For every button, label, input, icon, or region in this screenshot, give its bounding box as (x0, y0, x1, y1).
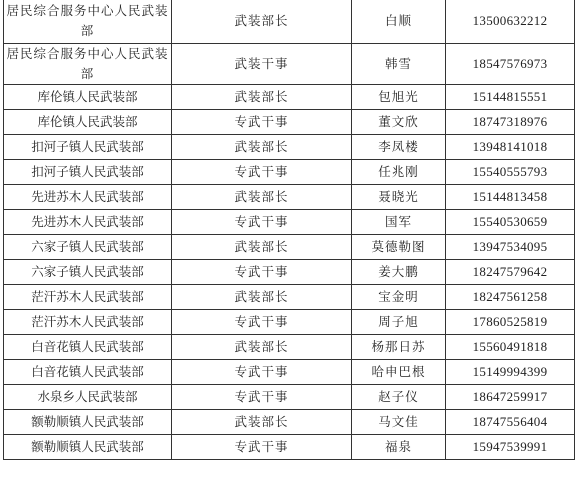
unit-cell: 居民综合服务中心人民武装部 (4, 44, 172, 85)
name-cell: 国军 (352, 210, 446, 235)
position-cell: 武装部长 (172, 335, 352, 360)
phone-cell: 18247561258 (446, 285, 575, 310)
unit-cell: 六家子镇人民武装部 (4, 235, 172, 260)
name-cell: 福泉 (352, 435, 446, 460)
phone-cell: 15947539991 (446, 435, 575, 460)
unit-cell: 额勒顺镇人民武装部 (4, 435, 172, 460)
position-cell: 武装部长 (172, 135, 352, 160)
phone-cell: 13500632212 (446, 0, 575, 44)
table-row (4, 235, 575, 260)
position-cell: 专武干事 (172, 310, 352, 335)
table-row (4, 410, 575, 435)
table-row (4, 135, 575, 160)
phone-cell: 18647259917 (446, 385, 575, 410)
name-cell: 赵子仪 (352, 385, 446, 410)
unit-cell: 水泉乡人民武装部 (4, 385, 172, 410)
name-cell: 白顺 (352, 0, 446, 44)
table-row (4, 285, 575, 310)
unit-cell: 扣河子镇人民武装部 (4, 160, 172, 185)
position-cell: 武装部长 (172, 0, 352, 44)
position-cell: 武装部长 (172, 410, 352, 435)
contact-table-container (3, 0, 575, 460)
table-row (4, 44, 575, 85)
position-cell: 武装干事 (172, 44, 352, 85)
unit-cell: 先进苏木人民武装部 (4, 210, 172, 235)
name-cell: 任兆刚 (352, 160, 446, 185)
position-cell: 专武干事 (172, 385, 352, 410)
name-cell: 杨那日苏 (352, 335, 446, 360)
name-cell: 姜大鹏 (352, 260, 446, 285)
unit-cell: 白音花镇人民武装部 (4, 335, 172, 360)
phone-cell: 18547576973 (446, 44, 575, 85)
contact-table (3, 0, 575, 460)
table-row (4, 85, 575, 110)
unit-cell: 库伦镇人民武装部 (4, 110, 172, 135)
unit-cell: 茫汗苏木人民武装部 (4, 310, 172, 335)
table-row (4, 435, 575, 460)
phone-cell: 13948141018 (446, 135, 575, 160)
name-cell: 马文佳 (352, 410, 446, 435)
name-cell: 董文欣 (352, 110, 446, 135)
unit-cell: 居民综合服务中心人民武装部 (4, 0, 172, 44)
position-cell: 专武干事 (172, 210, 352, 235)
position-cell: 专武干事 (172, 435, 352, 460)
unit-cell: 先进苏木人民武装部 (4, 185, 172, 210)
name-cell: 哈申巴根 (352, 360, 446, 385)
phone-cell: 15144815551 (446, 85, 575, 110)
phone-cell: 15149994399 (446, 360, 575, 385)
position-cell: 专武干事 (172, 160, 352, 185)
name-cell: 莫德勒图 (352, 235, 446, 260)
position-cell: 专武干事 (172, 260, 352, 285)
table-row (4, 210, 575, 235)
name-cell: 聂晓光 (352, 185, 446, 210)
unit-cell: 库伦镇人民武装部 (4, 85, 172, 110)
name-cell: 包旭光 (352, 85, 446, 110)
table-row (4, 360, 575, 385)
phone-cell: 18747318976 (446, 110, 575, 135)
position-cell: 武装部长 (172, 185, 352, 210)
position-cell: 专武干事 (172, 110, 352, 135)
phone-cell: 15560491818 (446, 335, 575, 360)
table-row (4, 160, 575, 185)
phone-cell: 15540555793 (446, 160, 575, 185)
table-row (4, 185, 575, 210)
phone-cell: 13947534095 (446, 235, 575, 260)
table-row (4, 335, 575, 360)
phone-cell: 15144813458 (446, 185, 575, 210)
table-row (4, 385, 575, 410)
table-row (4, 260, 575, 285)
name-cell: 宝金明 (352, 285, 446, 310)
position-cell: 专武干事 (172, 360, 352, 385)
name-cell: 韩雪 (352, 44, 446, 85)
table-row (4, 110, 575, 135)
table-row (4, 0, 575, 44)
position-cell: 武装部长 (172, 235, 352, 260)
phone-cell: 18747556404 (446, 410, 575, 435)
unit-cell: 扣河子镇人民武装部 (4, 135, 172, 160)
unit-cell: 白音花镇人民武装部 (4, 360, 172, 385)
name-cell: 李凤楼 (352, 135, 446, 160)
unit-cell: 茫汗苏木人民武装部 (4, 285, 172, 310)
phone-cell: 15540530659 (446, 210, 575, 235)
table-row (4, 310, 575, 335)
phone-cell: 18247579642 (446, 260, 575, 285)
unit-cell: 六家子镇人民武装部 (4, 260, 172, 285)
position-cell: 武装部长 (172, 85, 352, 110)
position-cell: 武装部长 (172, 285, 352, 310)
unit-cell: 额勒顺镇人民武装部 (4, 410, 172, 435)
name-cell: 周子旭 (352, 310, 446, 335)
phone-cell: 17860525819 (446, 310, 575, 335)
